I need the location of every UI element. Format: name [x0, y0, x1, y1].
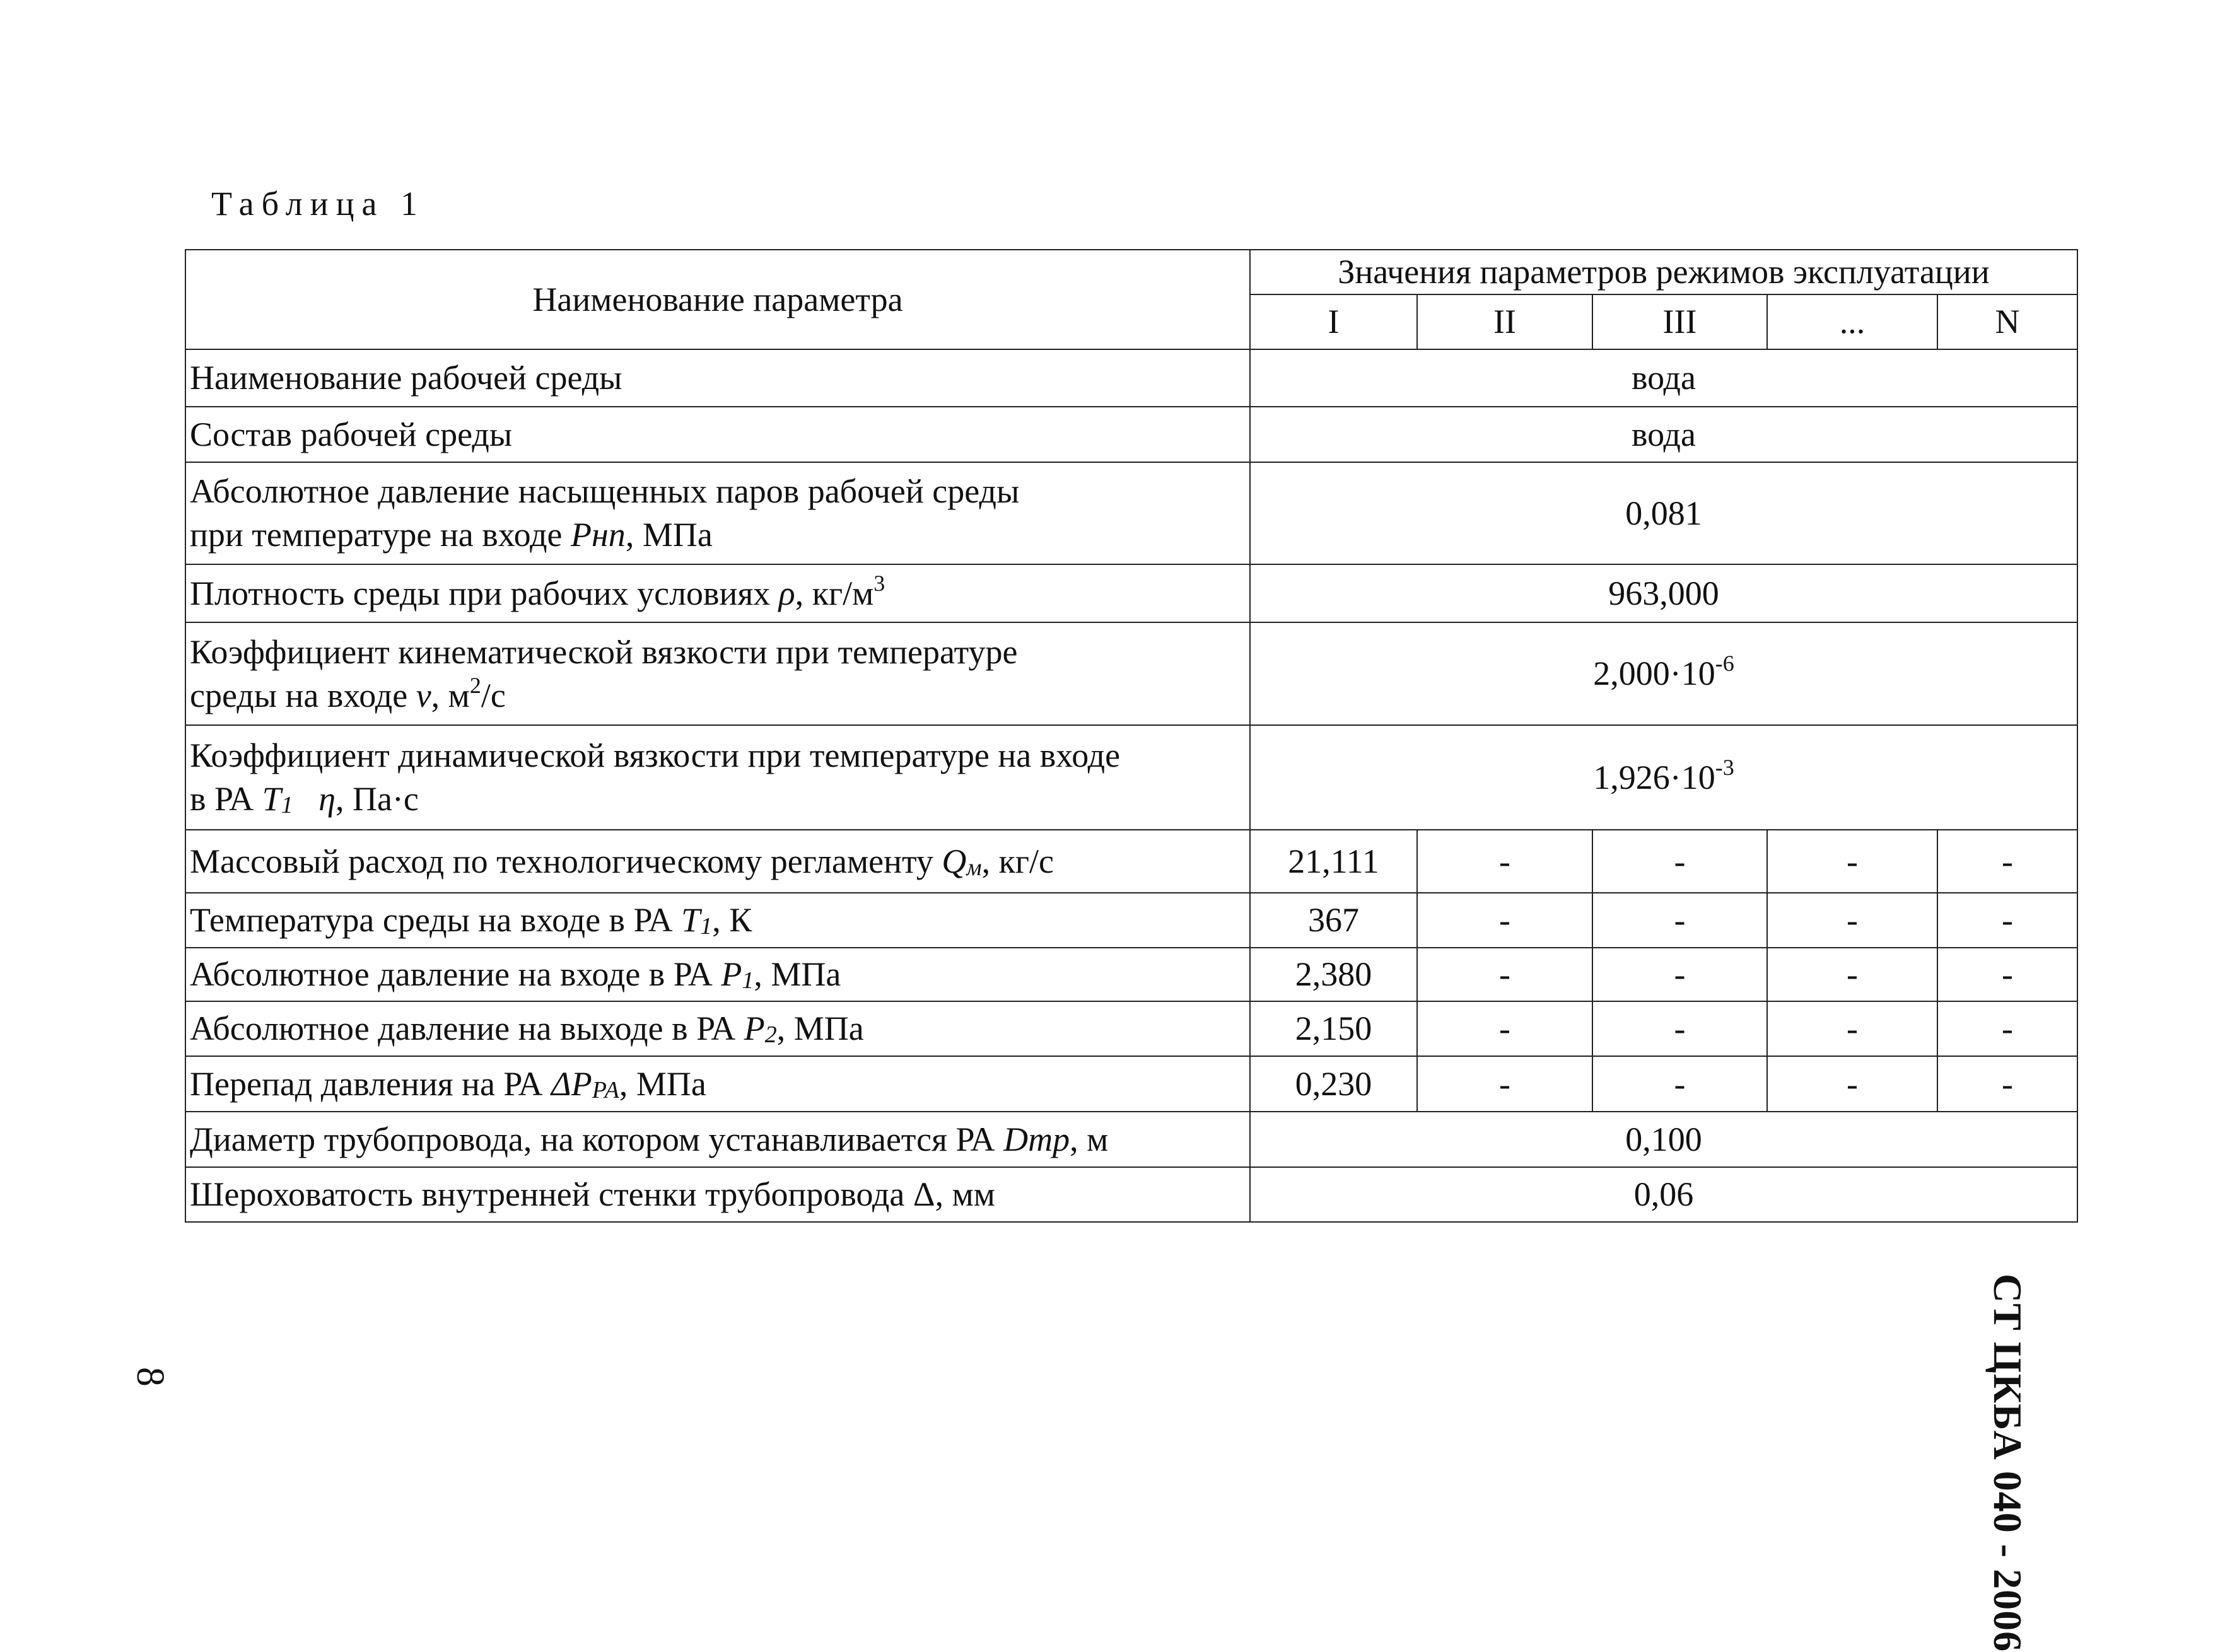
row-name: Наименование рабочей среды: [185, 349, 1250, 407]
row-value-mode-1: 0,230: [1250, 1056, 1417, 1112]
table-row: [185, 948, 2077, 1001]
document-code: СТ ЦКБА 040 - 2006: [1985, 1274, 2030, 1652]
row-value: вода: [1250, 407, 2077, 462]
table-row: [185, 564, 2077, 622]
row-name: Температура среды на входе в РА T1, К: [185, 893, 1250, 948]
page-number: 8: [129, 1367, 172, 1387]
row-value-mode-2: -: [1417, 830, 1592, 893]
row-value-mode-3: -: [1592, 830, 1767, 893]
table-row: [185, 462, 2077, 564]
row-value-mode-n: -: [1937, 893, 2077, 948]
row-value-mode-3: -: [1592, 893, 1767, 948]
row-value: 0,06: [1250, 1167, 2077, 1222]
row-name: Абсолютное давление на входе в РА P1, МПа: [185, 948, 1250, 1001]
table-row: [185, 830, 2077, 893]
table-row: [185, 1056, 2077, 1112]
row-name: Коэффициент кинематической вязкости при температуре среды на входе ν, $м^2/с$: [185, 622, 1250, 725]
row-value-mode-2: -: [1417, 1056, 1592, 1112]
table-row: [185, 893, 2077, 948]
header-parameter-name: Наименование параметра: [185, 250, 1250, 349]
row-name: Абсолютное давление насыщенных паров рабочей среды при температуре на входе Pнп, МПа: [185, 462, 1250, 564]
parameters-table: [185, 249, 2078, 1223]
row-name: Перепад давления на РА ΔPРА, МПа: [185, 1056, 1250, 1112]
row-value: 0,081: [1250, 462, 2077, 564]
row-value-mode-1: 2,380: [1250, 948, 1417, 1001]
table-row: [185, 725, 2077, 830]
header-mode-2: II: [1417, 294, 1592, 349]
row-value-mode-ellipsis: -: [1767, 830, 1937, 893]
row-value: $2,000\cdot 10^{-6}$: [1250, 622, 2077, 725]
row-value-mode-n: -: [1937, 1056, 2077, 1112]
header-values-group: Значения параметров режимов эксплуатации: [1250, 250, 2077, 294]
table-row: [185, 1112, 2077, 1167]
table-row: [185, 349, 2077, 407]
row-name: Абсолютное давление на выходе в РА P2, МПа: [185, 1001, 1250, 1056]
row-value: вода: [1250, 349, 2077, 407]
row-value-mode-2: -: [1417, 1001, 1592, 1056]
table-row: [185, 407, 2077, 462]
table-caption: Таблица 1: [211, 185, 425, 223]
row-value-mode-n: -: [1937, 830, 2077, 893]
row-name: Коэффициент динамической вязкости при температуре на входе в РА T1 η, Па·с: [185, 725, 1250, 830]
row-value-mode-ellipsis: -: [1767, 893, 1937, 948]
table-row: [185, 622, 2077, 725]
row-name: Состав рабочей среды: [185, 407, 1250, 462]
table-row: [185, 1001, 2077, 1056]
row-value-mode-3: -: [1592, 1001, 1767, 1056]
row-value-mode-1: 21,111: [1250, 830, 1417, 893]
row-value: 0,100: [1250, 1112, 2077, 1167]
row-name: Шероховатость внутренней стенки трубопровода Δ, мм: [185, 1167, 1250, 1222]
header-mode-n: N: [1937, 294, 2077, 349]
header-mode-ellipsis: ...: [1767, 294, 1937, 349]
row-value-mode-n: -: [1937, 1001, 2077, 1056]
row-value-mode-3: -: [1592, 948, 1767, 1001]
header-mode-1: I: [1250, 294, 1417, 349]
row-name: Плотность среды при рабочих условиях ρ, $кг/м^3$: [185, 564, 1250, 622]
row-value-mode-ellipsis: -: [1767, 1001, 1937, 1056]
row-value: $1,926\cdot 10^{-3}$: [1250, 725, 2077, 830]
row-name: Массовый расход по технологическому регламенту Qм, кг/с: [185, 830, 1250, 893]
row-value-mode-1: 2,150: [1250, 1001, 1417, 1056]
table-row: [185, 1167, 2077, 1222]
row-value-mode-n: -: [1937, 948, 2077, 1001]
row-value-mode-2: -: [1417, 893, 1592, 948]
row-value-mode-ellipsis: -: [1767, 948, 1937, 1001]
row-name: Диаметр трубопровода, на котором устанавливается РА Dтр, м: [185, 1112, 1250, 1167]
row-value-mode-3: -: [1592, 1056, 1767, 1112]
row-value-mode-1: 367: [1250, 893, 1417, 948]
row-value-mode-2: -: [1417, 948, 1592, 1001]
header-mode-3: III: [1592, 294, 1767, 349]
row-value-mode-ellipsis: -: [1767, 1056, 1937, 1112]
row-value: 963,000: [1250, 564, 2077, 622]
